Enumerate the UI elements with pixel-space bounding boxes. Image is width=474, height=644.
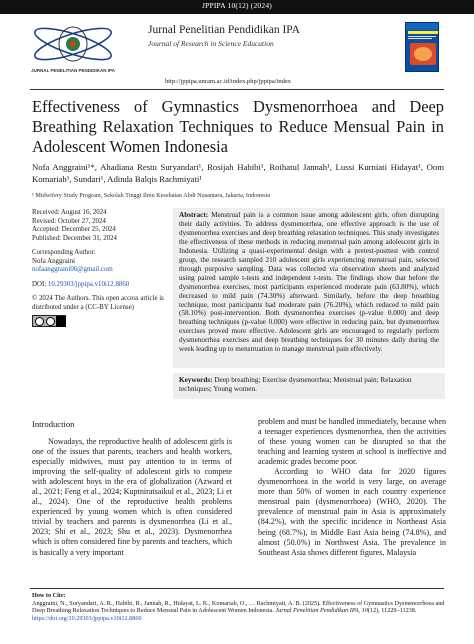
abstract-text: Menstrual pain is a common issue among adolescent girls, often disrupting their daily activities. To address dysmenorrhea, one effective approach is the use of dysmenorrhea exercises and deep breathing relaxation techniques. This study investigates the effectiveness of these methods in reducing menstrual pain among adolescent girls in Indonesia. Utilizing a quasi-experimental design with a pretest-posttest with control group, the research sampled 210 adolescent girls experiencing menstrual pain, selected through purposive sampling. Data was collected via observation sheets and analyzed using paired sample t-tests and independent t-tests. The findings show that before the dysmenorrhea exercises, most participants experienced moderate pain (63.80%), which decreased to mild pain (74.30%) afterward. Similarly, before the deep breathing technique, most participants had moderate pain (76.20%), which reduced to mild pain (58.10%) post-intervention. Both dysmenorrhea exercises (p-value 0.000) and deep breathing techniques (p-value 0.000) were effective in reducing pain, but dysmenorrhea exercises proved more effective. Adolescent girls are encouraged to regularly perform dysmenorrhea exercises and deep breathing techniques for 30 minutes daily during the week leading up to menstruation to manage menstrual pain effectively. <box>179 211 440 354</box>
abstract-label: Abstract: <box>179 211 209 219</box>
cc-by-license-icon[interactable] <box>32 315 66 327</box>
journal-cover-image <box>405 22 439 72</box>
license-text: © 2024 The Authors. This open access article is distributed under a (CC-BY License) <box>32 295 164 311</box>
keywords-label: Keywords: <box>179 376 213 384</box>
corresponding-email-link[interactable]: nofaanggraini06@gmail.com <box>32 266 113 273</box>
keywords-text: Deep breathing; Exercise dysmenorrhea; Menstrual pain; Relaxation techniques; Young women. <box>179 376 412 393</box>
citation-block <box>32 592 446 622</box>
accepted-date: Accepted: December 25, 2024 <box>32 226 116 233</box>
corresponding-name: Nofa Anggraini <box>32 257 76 265</box>
author-list: Nofa Anggraini¹*, Ahadiana Restu Suryandari¹, Rosijah Habibi¹, Roihatul Jannah¹, Lussi Kurniati Hidayat¹, Oom Komariah¹, Sundari¹, Adinda Balqis Rachmiyati¹ <box>32 162 444 184</box>
keywords-box <box>173 373 445 399</box>
banner-text: JPPIPA 10(12) (2024) <box>202 1 272 10</box>
journal-subtitle: Journal of Research in Science Education <box>148 39 274 48</box>
citation-doi-link[interactable]: https://doi.org/10.29303/jppipa.v10i12.8860 <box>32 614 142 622</box>
intro-column-right <box>258 417 446 558</box>
doi-label: DOI: <box>32 280 48 288</box>
abstract-box <box>173 208 445 368</box>
published-date: Published: December 31, 2024 <box>32 234 117 242</box>
logo-label: JURNAL PENELITIAN PENDIDIKAN IPA <box>31 68 115 73</box>
section-heading-introduction: Introduction <box>32 419 75 429</box>
affiliation: ¹ Midwifery Study Program, Sekolah Tinggi Ilmu Kesehatan Abdi Nusantara, Jakarta, Indonesia <box>32 192 270 199</box>
intro-column-left: Nowadays, the reproductive health of adolescent girls is one of the issues that parents, teachers and health workers, especially midwives, must pay attention to in terms of improving the self-quality of adolescent girls to compete with adolescent boys in the era of globalization (Azward et al., 2021; Feng et al., 2024; Kuptniratsaikul et al., 2023; Li et al., 2024). One of the reproductive health problems experienced by young women which is often considered trivial by teachers and parents is dysmenorrhea (Li et al., 2023; Shi et al., 2023; Shu et al., 2023). Dysmenorrhea which is often considered fine by parents and teachers, which is basically a very important <box>32 437 232 557</box>
intro-paragraph-continued: problem and must be handled immediately, because when a teenager experiences dysmenorrhea, then the activities of these young women can be disrupted so that the teaching and learning system at school is ineffective and academic grades become poor. <box>258 417 446 467</box>
revised-date: Revised: October 27, 2024 <box>32 217 106 225</box>
journal-url[interactable]: http://jppipa.unram.ac.id/index.php/jppipa/index <box>165 78 292 85</box>
article-title: Effectiveness of Gymnastics Dysmenorrhoea and Deep Breathing Relaxation Techniques to Reduce Mensual Pain in Adolescent Women Indonesia <box>32 97 444 156</box>
header-divider <box>30 89 444 90</box>
footer-divider <box>30 588 444 589</box>
intro-paragraph-who: According to WHO data for 2020 figures dysmenorrhoea in the world is very large, on average more than 50% of women in each country experience menstrual pain (dysmenorrhoea) (WHO, 2020). The prevalence of menstrual pain in Asia is approximately (84.2%), with the specific incidence in Northeast Asia being (68.7%), in Middle East Asia being (74.8%), and almost (50.0%) in Northwest Asia. The prevalence in Southeast Asia shows different figures, Malaysia <box>258 467 446 557</box>
doi-link[interactable]: 10.29303/jppipa.v10i12.8860 <box>47 280 130 288</box>
journal-banner <box>0 0 474 14</box>
journal-title: Jurnal Penelitian Pendidikan IPA <box>148 24 300 36</box>
article-info-column <box>32 209 168 333</box>
corresponding-label: Corresponding Author: <box>32 249 96 256</box>
citation-heading: How to Cite: <box>32 592 66 599</box>
citation-journal: Jurnal Penelitian Pendidikan IPA, 10 <box>275 607 368 615</box>
citation-text: Anggraini, N., Suryandari, A. R., Habibi, R., Jannah, R., Hidayat, L. K., Komariah, O., … Rachmiyati, A. B. (2025). Effectiveness of Gymnastics Dysmenorrhoea and Deep Breathing Relaxation Techniques to Reduce Mensual Pain in Adolescent Women Indonesia. Jurnal Penelitian Pendidikan IPA, 10(12), 11229–11238. https://doi.org/10.29303/jppipa.v10i12.8860 <box>32 599 445 622</box>
received-date: Received: August 16, 2024 <box>32 209 107 216</box>
